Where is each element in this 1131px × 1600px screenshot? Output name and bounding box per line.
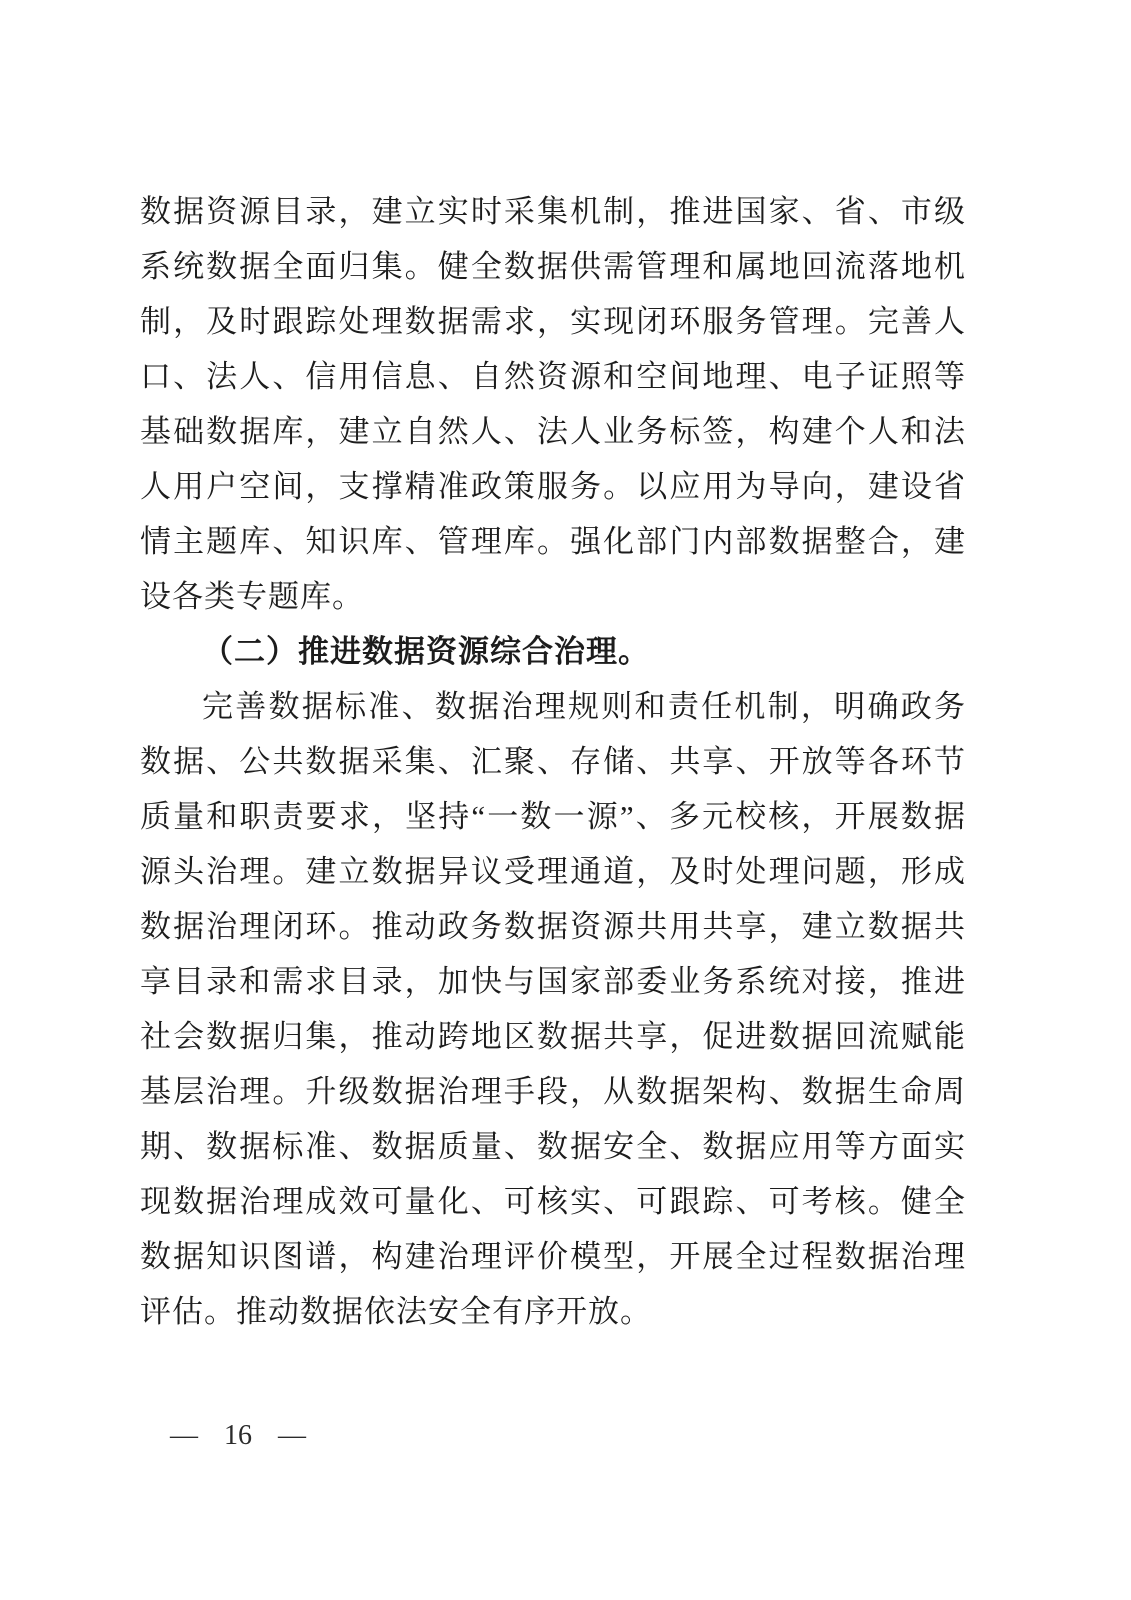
paragraph-body: 完善数据标准、数据治理规则和责任机制，明确政务数据、公共数据采集、汇聚、存储、共享、开放等各环节质量和职责要求，坚持“一数一源”、多元校核，开展数据源头治理。建立数据异议受理通道，及时处理问题，形成数据治理闭环。推动政务数据资源共用共享，建立数据共享目录和需求目录，加快与国家部委业务系统对接，推进社会数据归集，推动跨地区数据共享，促进数据回流赋能基层治理。升级数据治理手段，从数据架构、数据生命周期、数据标准、数据质量、数据安全、数据应用等方面实现数据治理成效可量化、可核实、可跟踪、可考核。健全数据知识图谱，构建治理评价模型，开展全过程数据治理评估。推动数据依法安全有序开放。	[140, 689, 966, 1329]
document-body	[140, 184, 966, 1339]
page-number: 16	[224, 1420, 252, 1451]
footer-dash-left: —	[170, 1420, 198, 1451]
page-footer	[170, 1418, 306, 1454]
paragraph-continuation: 数据资源目录，建立实时采集机制，推进国家、省、市级系统数据全面归集。健全数据供需管理和属地回流落地机制，及时跟踪处理数据需求，实现闭环服务管理。完善人口、法人、信用信息、自然资源和空间地理、电子证照等基础数据库，建立自然人、法人业务标签，构建个人和法人用户空间，支撑精准政策服务。以应用为导向，建设省情主题库、知识库、管理库。强化部门内部数据整合，建设各类专题库。	[140, 194, 966, 614]
footer-dash-right: —	[278, 1420, 306, 1451]
section-heading: （二）推进数据资源综合治理。	[202, 634, 650, 669]
